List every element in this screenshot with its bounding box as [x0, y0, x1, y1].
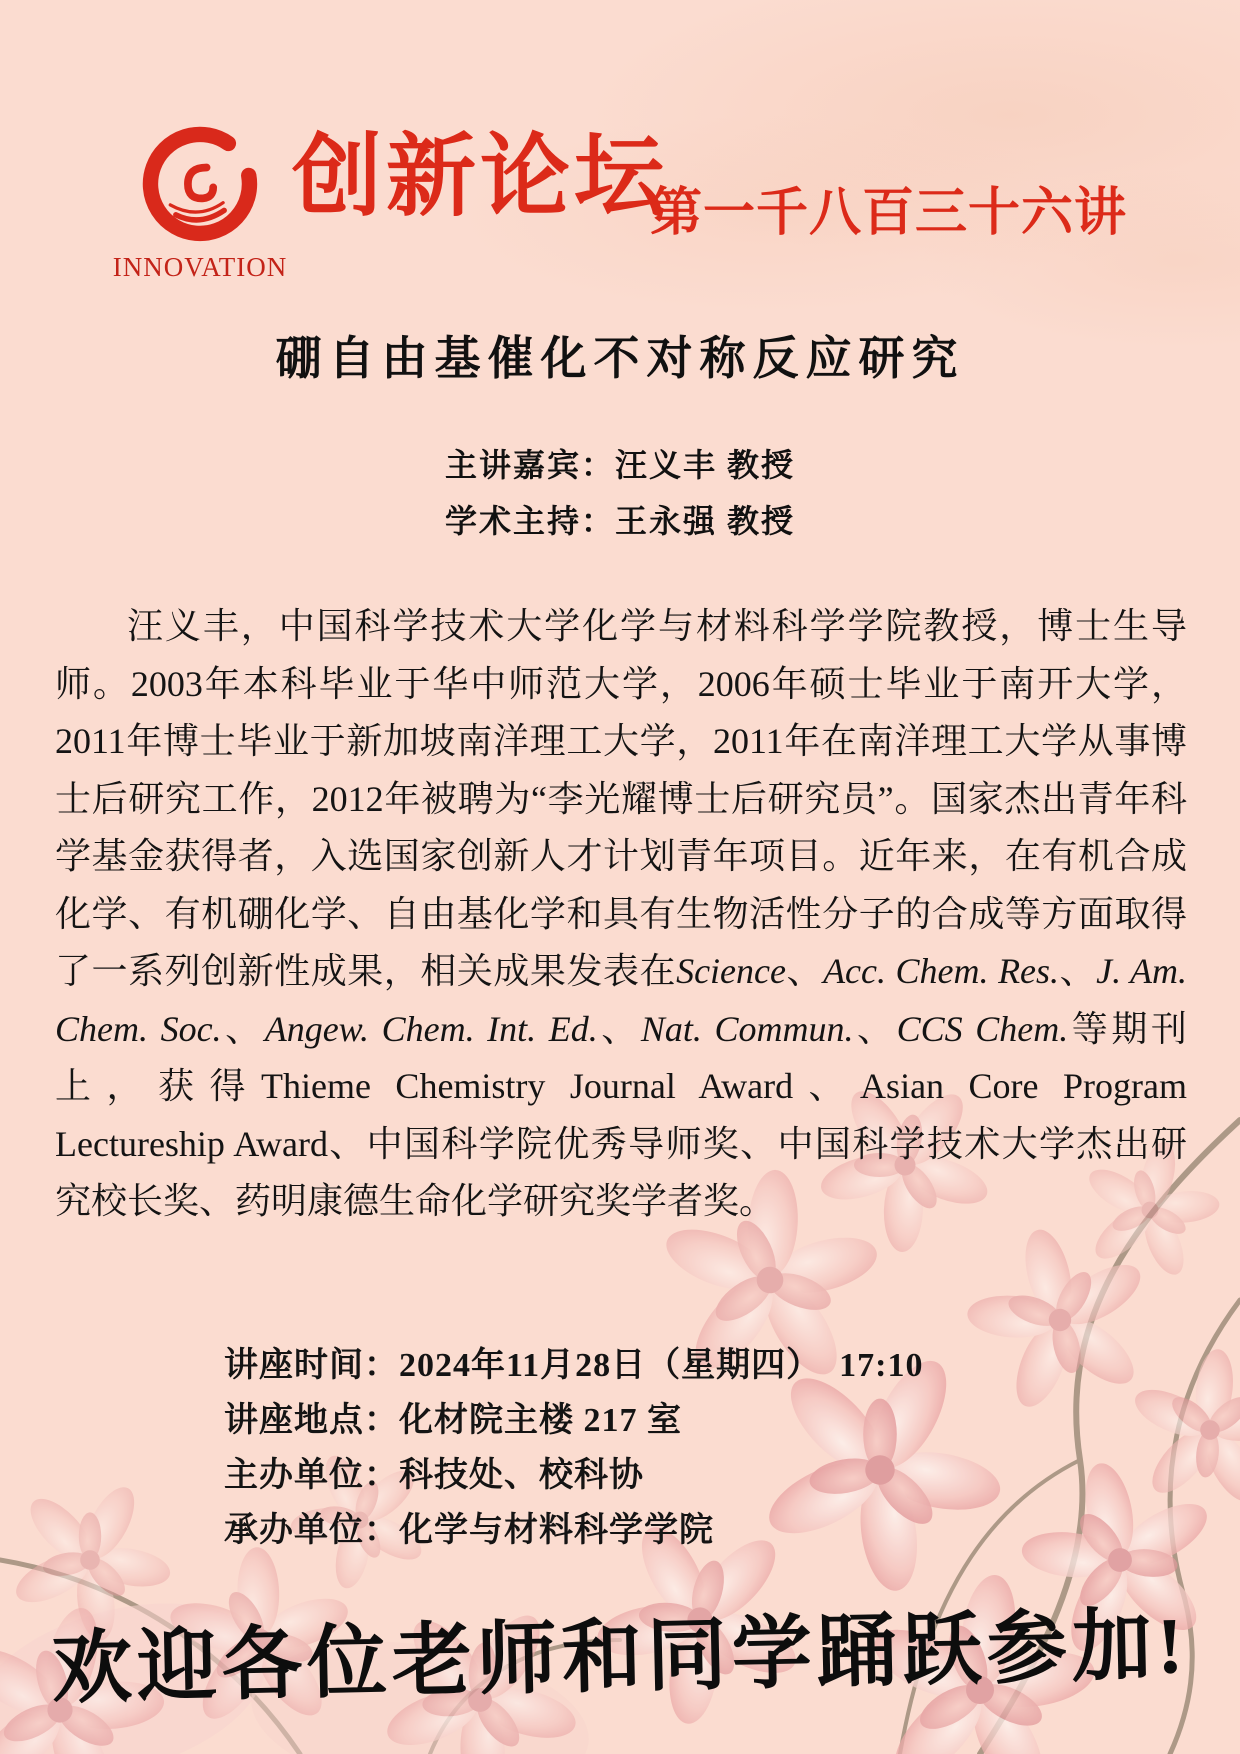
- bio-text: 、: [1059, 951, 1097, 991]
- detail-value: 科技处、校科协: [399, 1457, 644, 1494]
- talk-title: 硼自由基催化不对称反应研究: [275, 333, 965, 384]
- speaker-line: [0, 440, 1240, 486]
- lecture-number: 第一千八百三十六讲: [650, 185, 1128, 242]
- journal-name: CCS Chem.: [896, 1008, 1069, 1049]
- host-line: [0, 496, 1240, 542]
- detail-label: 主办单位：: [224, 1457, 399, 1494]
- detail-row-organizer: [224, 1448, 923, 1503]
- welcome-message: 欢迎各位老师和同学踊跃参加!: [51, 1602, 1190, 1714]
- journal-name: J. Am. Chem. Soc.: [55, 951, 1187, 1049]
- detail-row-location: [224, 1393, 923, 1448]
- lecture-details: [224, 1338, 923, 1558]
- bio-text: 、: [597, 1008, 641, 1049]
- detail-label: 讲座地点：: [224, 1402, 399, 1439]
- bio-paragraph: [55, 598, 1187, 1231]
- journal-name: Acc. Chem. Res.: [823, 951, 1060, 991]
- host-name: 王永强 教授: [615, 503, 796, 539]
- bio-text: 、: [785, 951, 824, 991]
- logo-text: INNOVATION: [112, 252, 288, 282]
- detail-value: 化学与材料科学学院: [399, 1512, 714, 1549]
- detail-row-time: [224, 1338, 923, 1393]
- bio-text: 、: [221, 1008, 265, 1049]
- speaker-name: 汪义丰 教授: [615, 447, 796, 483]
- bio-text: 等期刊上，获得Thieme Chemistry Journal Award、Asian Core Program Lectureship Award、中国科学院优秀导师奖、中国科学技术大学杰出研究校长奖、药明康德生命化学研究奖学者奖。: [55, 1008, 1187, 1221]
- detail-value: 2024年11月28日（星期四） 17:10: [399, 1347, 924, 1384]
- detail-value: 化材院主楼 217 室: [399, 1402, 682, 1439]
- detail-label: 承办单位：: [224, 1512, 399, 1549]
- host-label: 学术主持：: [444, 503, 615, 539]
- journal-name: Science: [676, 951, 786, 991]
- forum-title: 创新论坛: [292, 128, 668, 227]
- speaker-label: 主讲嘉宾：: [444, 447, 615, 483]
- logo: [92, 118, 308, 283]
- bio-text: 、: [853, 1008, 897, 1049]
- journal-name: Angew. Chem. Int. Ed.: [264, 1008, 598, 1049]
- innovation-logo-icon: [134, 118, 266, 250]
- detail-label: 讲座时间：: [224, 1347, 399, 1384]
- bio-text: 汪义丰，中国科学技术大学化学与材料科学学院教授，博士生导师。2003年本科毕业于华中师范大学，2006年硕士毕业于南开大学，2011年博士毕业于新加坡南洋理工大学，2011年在南洋理工大学从事博士后研究工作，2012年被聘为“李光耀博士后研究员”。国家杰出青年科学基金获得者，入选国家创新人才计划青年项目。近年来，在有机合成化学、有机硼化学、自由基化学和具有生物活性分子的合成等方面取得了一系列创新性成果，相关成果发表在: [55, 606, 1187, 991]
- detail-row-undertaker: [224, 1503, 923, 1558]
- journal-name: Nat. Commun.: [640, 1008, 854, 1049]
